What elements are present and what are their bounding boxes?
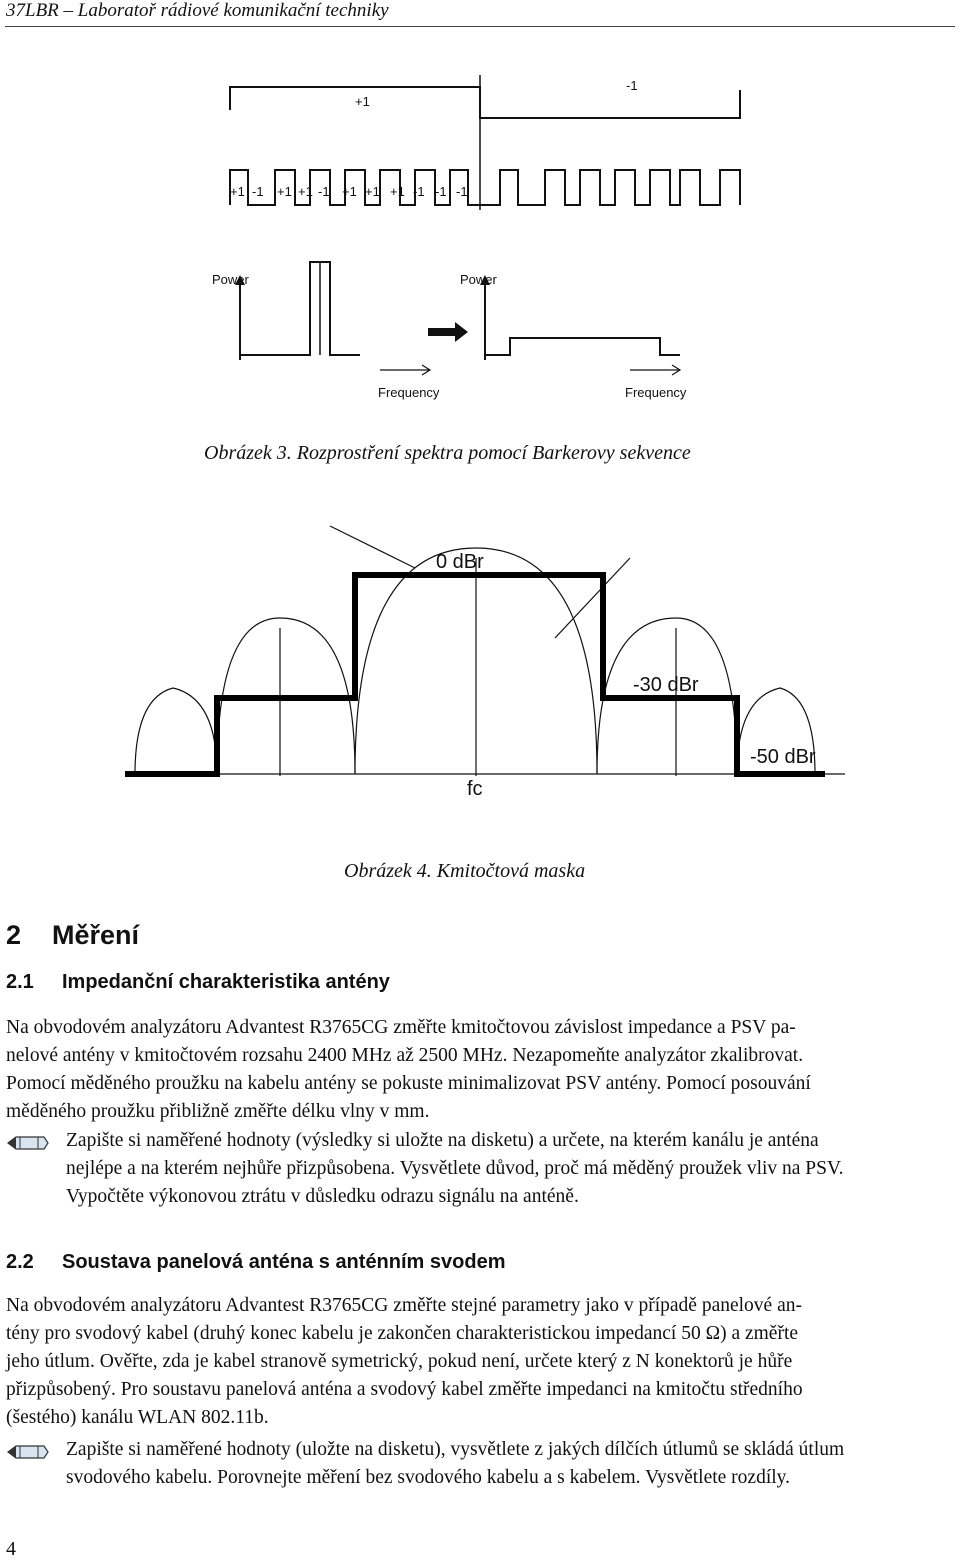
arrow-icon [428, 322, 468, 342]
text-line: Vypočtěte výkonovou ztrátu v důsledku odrazu signálu na anténě. [66, 1186, 579, 1207]
chip-label: +1 [277, 184, 292, 199]
pencil-icon [6, 1443, 50, 1461]
figure-frequency-mask [125, 518, 845, 808]
subsection-number: 2.1 [6, 971, 34, 993]
page-number: 4 [6, 1538, 16, 1560]
pointer-line-right [555, 558, 630, 638]
data-bit-minus-label: -1 [626, 78, 638, 93]
task-note [66, 1127, 958, 1211]
text-line: nejlépe a na kterém nejhůře přizpůsobena. Vysvětlete důvod, proč má měděný proužek vliv na PSV. [66, 1158, 844, 1179]
chip-label: -1 [413, 184, 425, 199]
side-lobe [135, 688, 217, 774]
text-line: Na obvodovém analyzátoru Advantest R3765CG změřte stejné parametry jako v případě panelové an- [6, 1295, 802, 1316]
subsection-title: Impedanční charakteristika antény [62, 971, 390, 993]
section-title: Měření [52, 920, 140, 950]
chip-label: -1 [435, 184, 447, 199]
text-line: svodového kabelu. Porovnejte měření bez svodového kabelu a s kabelem. Vysvětlete rozdíly. [66, 1467, 791, 1488]
text-line: tény pro svodový kabel (druhý konec kabelu je zakončen charakteristickou impedancí 50 Ω) a změřte [6, 1323, 799, 1344]
section-number: 2 [6, 920, 22, 950]
header-rule [5, 26, 955, 27]
spread-spectrum [485, 338, 680, 355]
figure-barker-spreading [200, 70, 760, 420]
chip-label: +1 [342, 184, 357, 199]
section-heading [6, 920, 139, 951]
chip-label: +1 [390, 184, 405, 199]
chip-label: +1 [230, 184, 245, 199]
pointer-line-left [330, 526, 415, 568]
text-line: nelové antény v kmitočtovém rozsahu 2400 MHz až 2500 MHz. Nezapomeňte analyzátor zkalibrovat. [6, 1045, 804, 1066]
pencil-icon [6, 1134, 50, 1152]
frequency-axis-label: Frequency [625, 385, 687, 400]
subsection-number: 2.2 [6, 1251, 34, 1273]
text-line: Zapište si naměřené hodnoty (uložte na disketu), vysvětlete z jakých dílčích útlumů se skládá útlum [66, 1439, 845, 1460]
mask-label-50dbr: -50 dBr [750, 746, 816, 768]
text-line: měděného proužku přibližně změřte délku vlny v mm. [6, 1101, 430, 1122]
chip-label: +1 [298, 184, 313, 199]
chip-label: -1 [318, 184, 330, 199]
narrow-spectrum [240, 262, 360, 355]
text-line: jeho útlum. Ověřte, zda je kabel stranově symetrický, pokud není, určete který z N konektorů je hůře [6, 1351, 793, 1372]
paragraph [6, 1292, 958, 1432]
mask-label-0dbr: 0 dBr [436, 551, 484, 573]
center-frequency-label: fc [467, 778, 483, 800]
text-line: (šestého) kanálu WLAN 802.11b. [6, 1407, 269, 1428]
chip-label: +1 [365, 184, 380, 199]
data-bit-waveform [230, 87, 740, 118]
text-line: Zapište si naměřené hodnoty (výsledky si uložte na disketu) a určete, na kterém kanálu je anténa [66, 1130, 819, 1151]
text-line: přizpůsobený. Pro soustavu panelová anténa a svodový kabel změřte impedanci na kmitočtu středního [6, 1379, 803, 1400]
data-bit-plus-label: +1 [355, 94, 370, 109]
figure-4-caption: Obrázek 4. Kmitočtová maska [344, 860, 586, 882]
text-line: Pomocí měděného proužku na kabelu antény se pokuste minimalizovat PSV antény. Pomocí posouvání [6, 1073, 811, 1094]
text-line: Na obvodovém analyzátoru Advantest R3765CG změřte kmitočtovou závislost impedance a PSV pa- [6, 1017, 796, 1038]
figure-3-caption: Obrázek 3. Rozprostření spektra pomocí Barkerovy sekvence [204, 442, 691, 464]
power-axis-label: Power [212, 272, 249, 287]
chip-label: -1 [456, 184, 468, 199]
subsection-heading [6, 971, 390, 994]
frequency-axis-label: Frequency [378, 385, 440, 400]
running-header: 37LBR – Laboratoř rádiové komunikační techniky [6, 0, 389, 21]
mask-label-30dbr: -30 dBr [633, 674, 699, 696]
chip-label: -1 [252, 184, 264, 199]
subsection-heading [6, 1251, 505, 1274]
task-note [66, 1436, 958, 1492]
paragraph [6, 1014, 958, 1126]
spectral-mask [125, 575, 825, 774]
power-axis-label: Power [460, 272, 497, 287]
subsection-title: Soustava panelová anténa s anténním svodem [62, 1251, 506, 1273]
